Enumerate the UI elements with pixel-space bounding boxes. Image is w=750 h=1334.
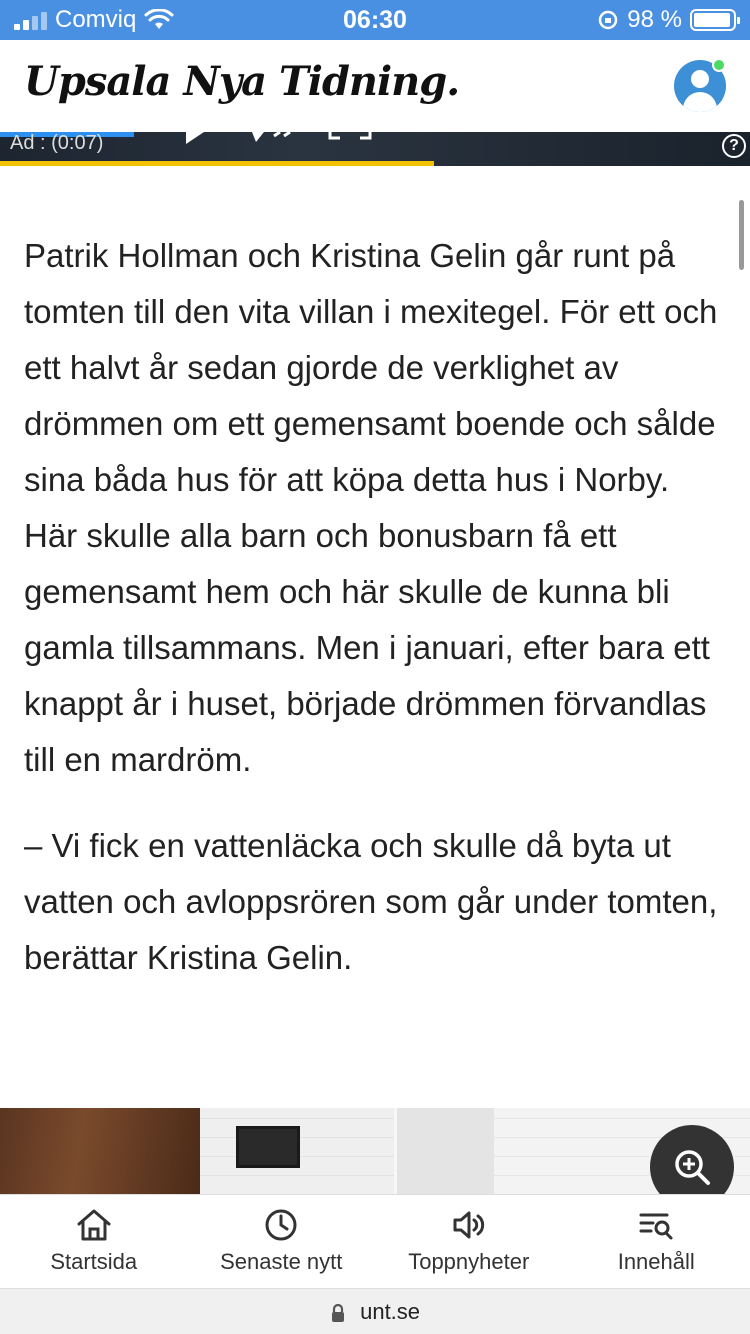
ad-countdown-label: Ad : (0:07) (10, 132, 104, 154)
vent-detail (236, 1126, 300, 1168)
volume-icon[interactable] (250, 132, 300, 146)
help-icon[interactable]: ? (722, 134, 746, 158)
nav-item-toppnyheter[interactable] (375, 1195, 563, 1288)
status-right (597, 6, 736, 34)
nav-label: Startsida (50, 1249, 138, 1274)
battery-icon (690, 9, 736, 31)
clock-icon (262, 1207, 300, 1243)
scrollbar[interactable] (739, 200, 744, 270)
site-header (0, 40, 750, 132)
nav-item-senaste-nytt[interactable] (188, 1195, 376, 1288)
list-search-icon (637, 1207, 675, 1243)
nav-item-innehall[interactable] (563, 1195, 750, 1288)
url-text: unt.se (360, 1299, 421, 1324)
nav-label: Toppnyheter (408, 1249, 530, 1274)
status-bar (0, 0, 750, 40)
nav-label: Senaste nytt (220, 1249, 343, 1274)
home-icon (75, 1207, 113, 1243)
carrier-name: Comviq (55, 6, 137, 33)
article-paragraph: – Vi fick en vattenläcka och skulle då byta ut vatten och avloppsrören som går under tomten, berättar Kristina Gelin. (24, 827, 718, 976)
online-status-dot (712, 58, 726, 72)
speaker-icon (450, 1207, 488, 1243)
nav-label: Innehåll (617, 1249, 695, 1274)
video-progress-bar[interactable] (0, 161, 434, 166)
lock-icon (330, 1303, 346, 1323)
status-time: 06:30 (343, 6, 407, 34)
nav-item-startsida[interactable] (0, 1195, 188, 1288)
fullscreen-icon[interactable] (328, 132, 372, 142)
video-ad-player[interactable] (0, 132, 750, 166)
play-icon[interactable] (182, 132, 208, 146)
article-paragraph: Patrik Hollman och Kristina Gelin går runt på tomten till den vita villan i mexitegel. För ett och ett halvt år sedan gjorde de verklighet av drömmen om ett gemensamt boende och sålde sina båda hus för att köpa detta hus i Norby. Här skulle alla barn och bonusbarn få ett gemensamt hem och här skulle de kunna bli gamla tillsammans. Men i januari, efter bara ett knappt år i huset, började drömmen förvandlas till en mardröm. (24, 237, 718, 778)
orientation-lock-icon (597, 9, 619, 31)
site-logo[interactable]: Upsala Nya Tidning. (24, 58, 460, 105)
browser-url-bar[interactable] (0, 1288, 750, 1334)
article-image[interactable] (0, 1108, 750, 1194)
article-body (24, 228, 724, 1016)
bottom-navigation (0, 1194, 750, 1288)
zoom-in-icon (672, 1147, 712, 1187)
battery-percent: 98 % (627, 6, 682, 33)
